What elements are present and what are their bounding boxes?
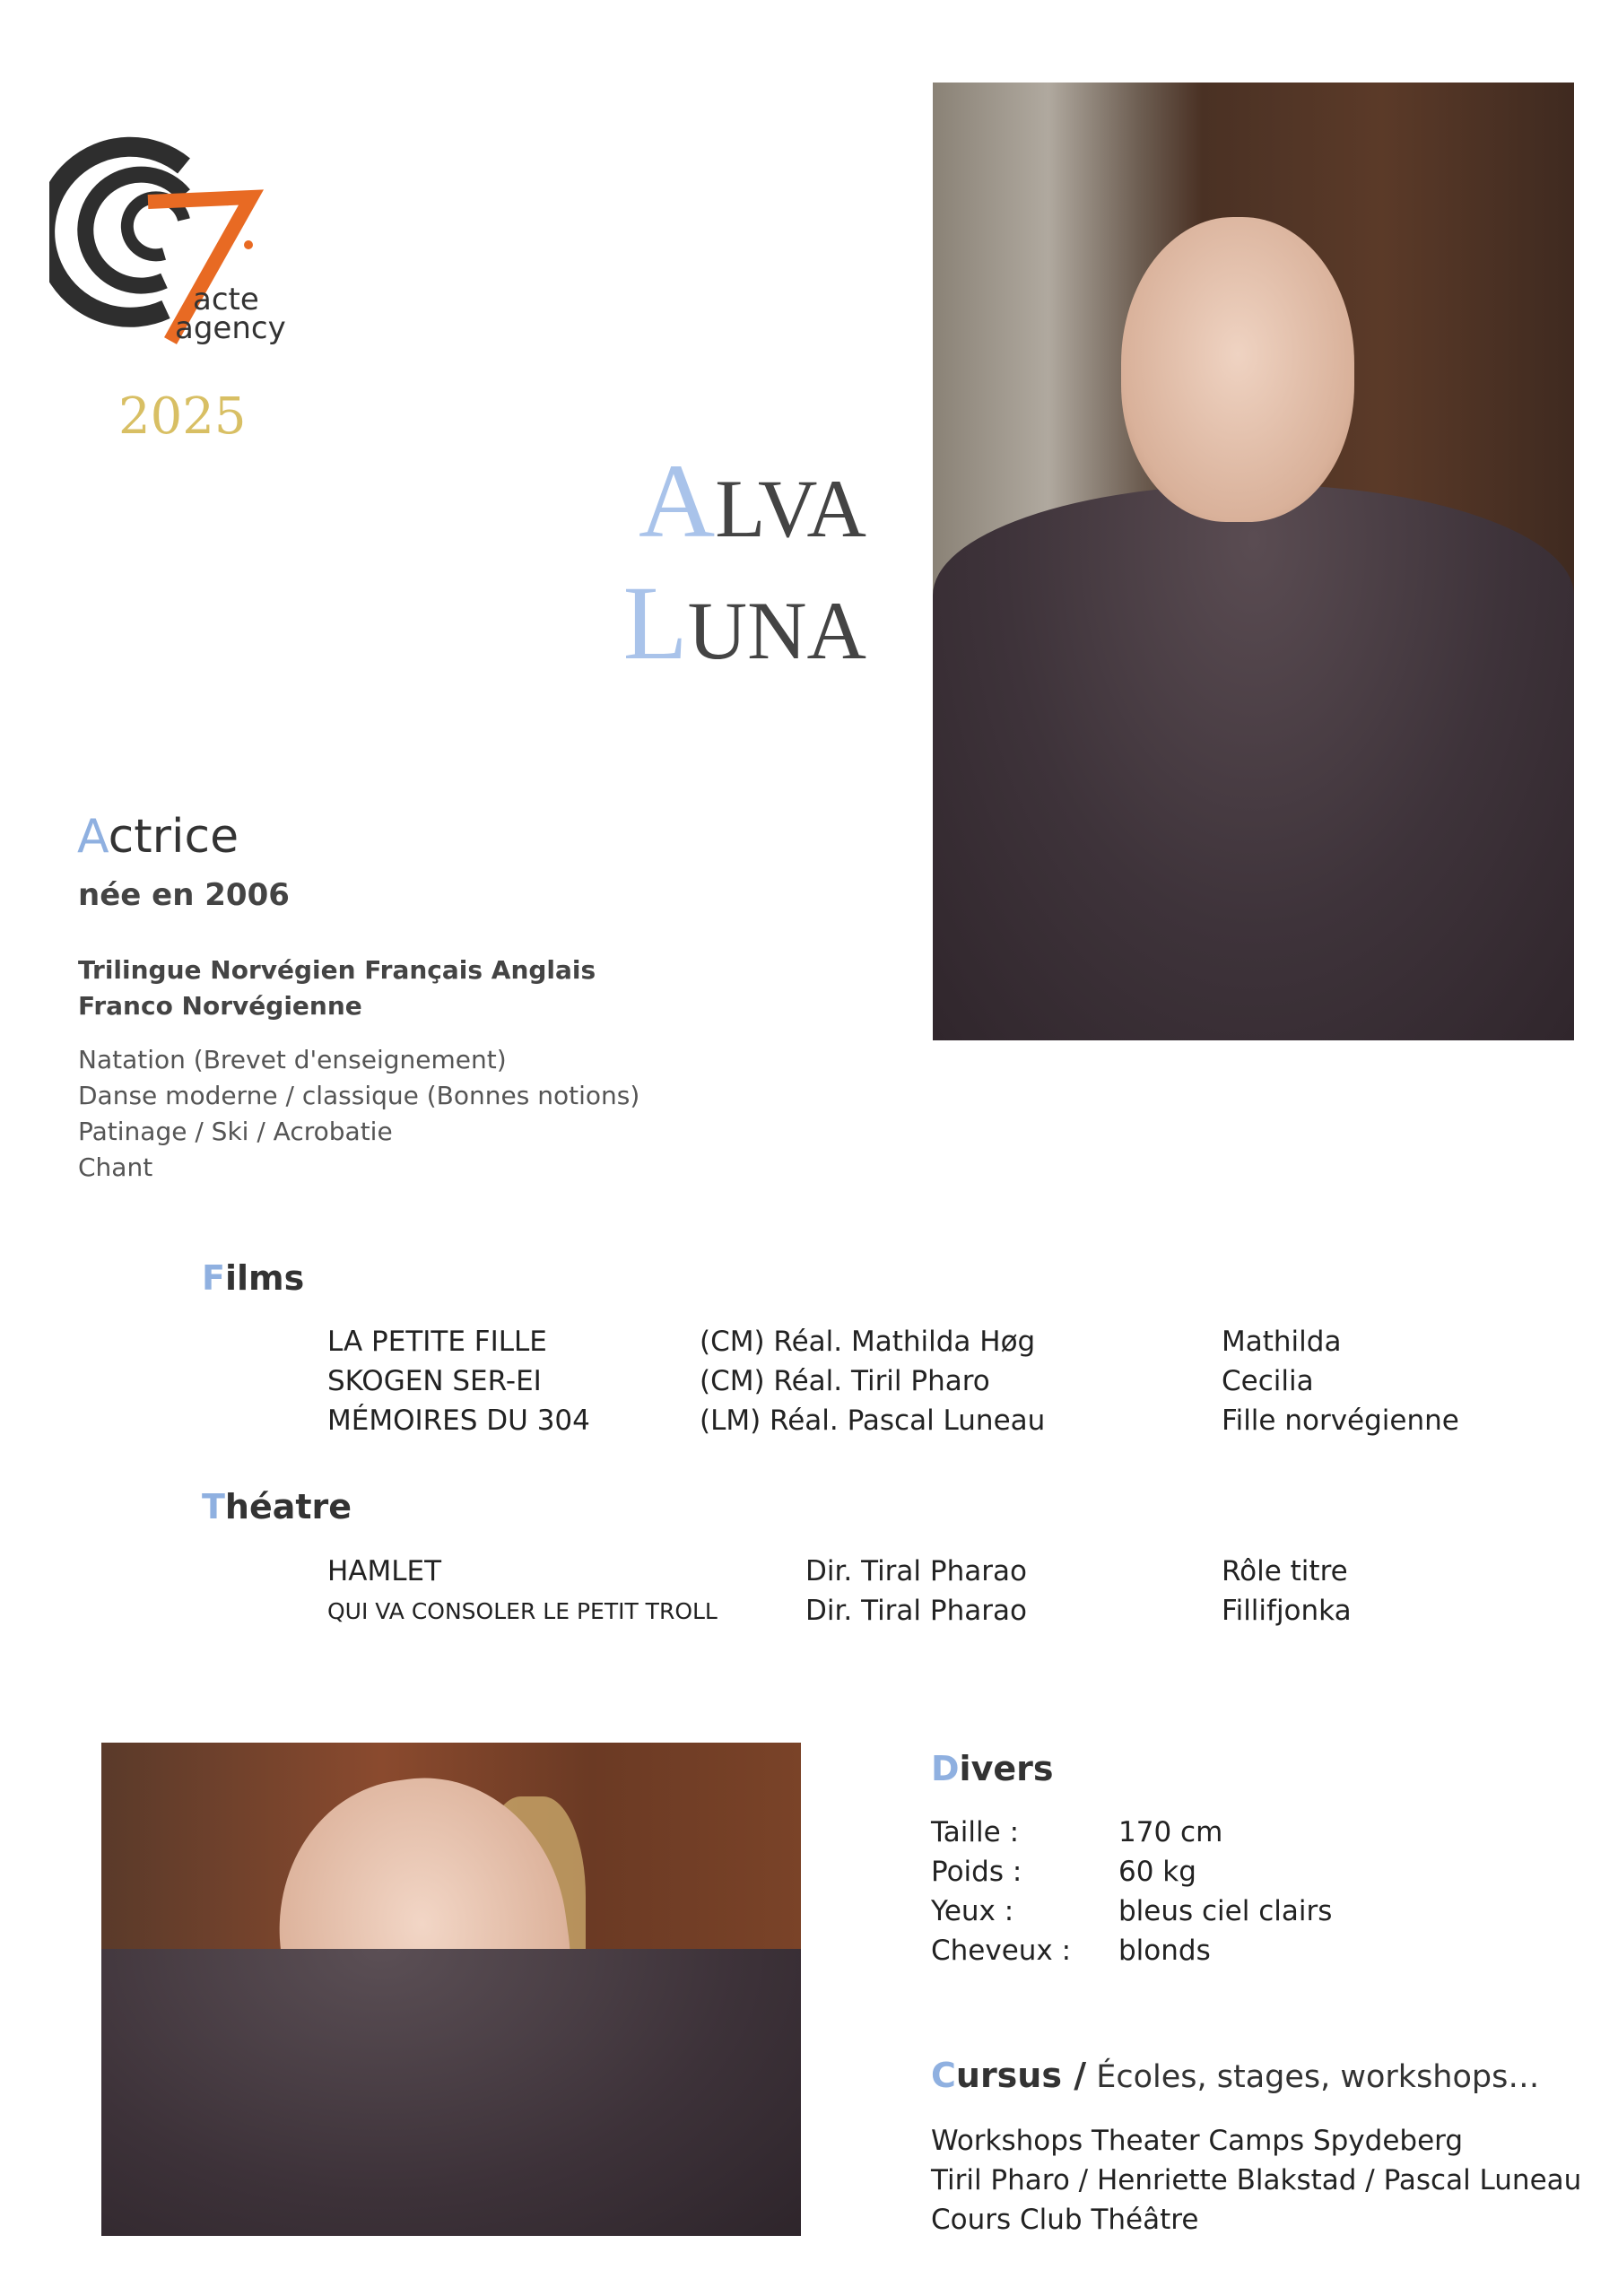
- cursus-line: Cours Club Théâtre: [931, 2204, 1199, 2236]
- divers-value: blonds: [1118, 1935, 1211, 1967]
- theatre-director: Dir. Tiral Pharao: [805, 1555, 1027, 1587]
- cursus-heading: [931, 2056, 1539, 2095]
- theatre-role: Rôle titre: [1222, 1555, 1348, 1587]
- divers-label: Cheveux :: [931, 1935, 1072, 1967]
- divers-heading-initial: D: [931, 1749, 960, 1788]
- film-role: Cecilia: [1222, 1365, 1314, 1397]
- first-name-rest: LVA: [715, 463, 866, 554]
- theatre-heading: [202, 1487, 352, 1526]
- logo-text-agency: agency: [175, 310, 286, 346]
- cursus-list: [931, 2121, 1581, 2239]
- film-director: (CM) Réal. Mathilda Høg: [700, 1326, 1036, 1358]
- theatre-title: QUI VA CONSOLER LE PETIT TROLL: [327, 1598, 718, 1624]
- skill-line: Natation (Brevet d'enseignement): [78, 1045, 507, 1074]
- theatre-title: HAMLET: [327, 1555, 442, 1587]
- film-director: (LM) Réal. Pascal Luneau: [700, 1405, 1046, 1437]
- skill-line: Patinage / Ski / Acrobatie: [78, 1117, 393, 1146]
- theatre-heading-rest: héatre: [224, 1487, 352, 1526]
- skill-line: Chant: [78, 1152, 153, 1182]
- cursus-heading-initial: C: [931, 2056, 956, 2095]
- first-name: [623, 442, 866, 560]
- film-title: MÉMOIRES DU 304: [327, 1405, 590, 1437]
- film-title: LA PETITE FILLE: [327, 1326, 547, 1358]
- film-director: (CM) Réal. Tiril Pharo: [700, 1365, 990, 1397]
- birth-year: née en 2006: [78, 877, 290, 913]
- language-line: Trilingue Norvégien Français Anglais: [78, 955, 596, 985]
- films-heading-rest: ilms: [224, 1258, 305, 1298]
- divers-heading: [931, 1749, 1053, 1788]
- film-title: SKOGEN SER-EI: [327, 1365, 542, 1397]
- last-name-rest: UNA: [687, 585, 866, 676]
- language-line: Franco Norvégienne: [78, 991, 362, 1021]
- first-name-initial: A: [639, 442, 716, 560]
- films-heading: [202, 1258, 304, 1298]
- skill-line: Danse moderne / classique (Bonnes notions): [78, 1081, 640, 1110]
- role-title: [77, 810, 239, 864]
- divers-value: bleus ciel clairs: [1118, 1895, 1333, 1927]
- divers-label: Poids :: [931, 1856, 1022, 1888]
- cursus-subtitle: Écoles, stages, workshops…: [1086, 2059, 1540, 2095]
- logo-year: 2025: [118, 387, 247, 446]
- smiling-photo: [101, 1743, 801, 2236]
- cursus-heading-rest: ursus /: [955, 2056, 1087, 2095]
- film-role: Fille norvégienne: [1222, 1405, 1459, 1437]
- last-name-initial: L: [622, 564, 688, 682]
- sweater-shape: [933, 484, 1574, 1040]
- skills-list: [78, 1042, 639, 1186]
- films-heading-initial: F: [202, 1258, 225, 1298]
- theatre-director: Dir. Tiral Pharao: [805, 1595, 1027, 1627]
- divers-value: 170 cm: [1118, 1816, 1223, 1848]
- languages-list: [78, 952, 596, 1024]
- face-shape: [1121, 217, 1354, 522]
- logo-text-acte: acte: [193, 282, 259, 317]
- agency-logo: [49, 130, 300, 354]
- divers-value: 60 kg: [1118, 1856, 1196, 1888]
- sweater-shape: [101, 1949, 801, 2236]
- theatre-heading-initial: T: [202, 1487, 225, 1526]
- last-name: [622, 564, 866, 682]
- theatre-role: Fillifjonka: [1222, 1595, 1352, 1627]
- actor-name: [622, 442, 866, 682]
- cursus-line: Workshops Theater Camps Spydeberg: [931, 2125, 1464, 2157]
- role-initial: A: [77, 810, 109, 864]
- film-role: Mathilda: [1222, 1326, 1342, 1358]
- portrait-photo: [933, 83, 1574, 1040]
- cursus-line: Tiril Pharo / Henriette Blakstad / Pascal Luneau: [931, 2164, 1582, 2196]
- divers-label: Yeux :: [931, 1895, 1014, 1927]
- divers-label: Taille :: [931, 1816, 1020, 1848]
- role-rest: ctrice: [108, 810, 239, 864]
- divers-heading-rest: ivers: [959, 1749, 1054, 1788]
